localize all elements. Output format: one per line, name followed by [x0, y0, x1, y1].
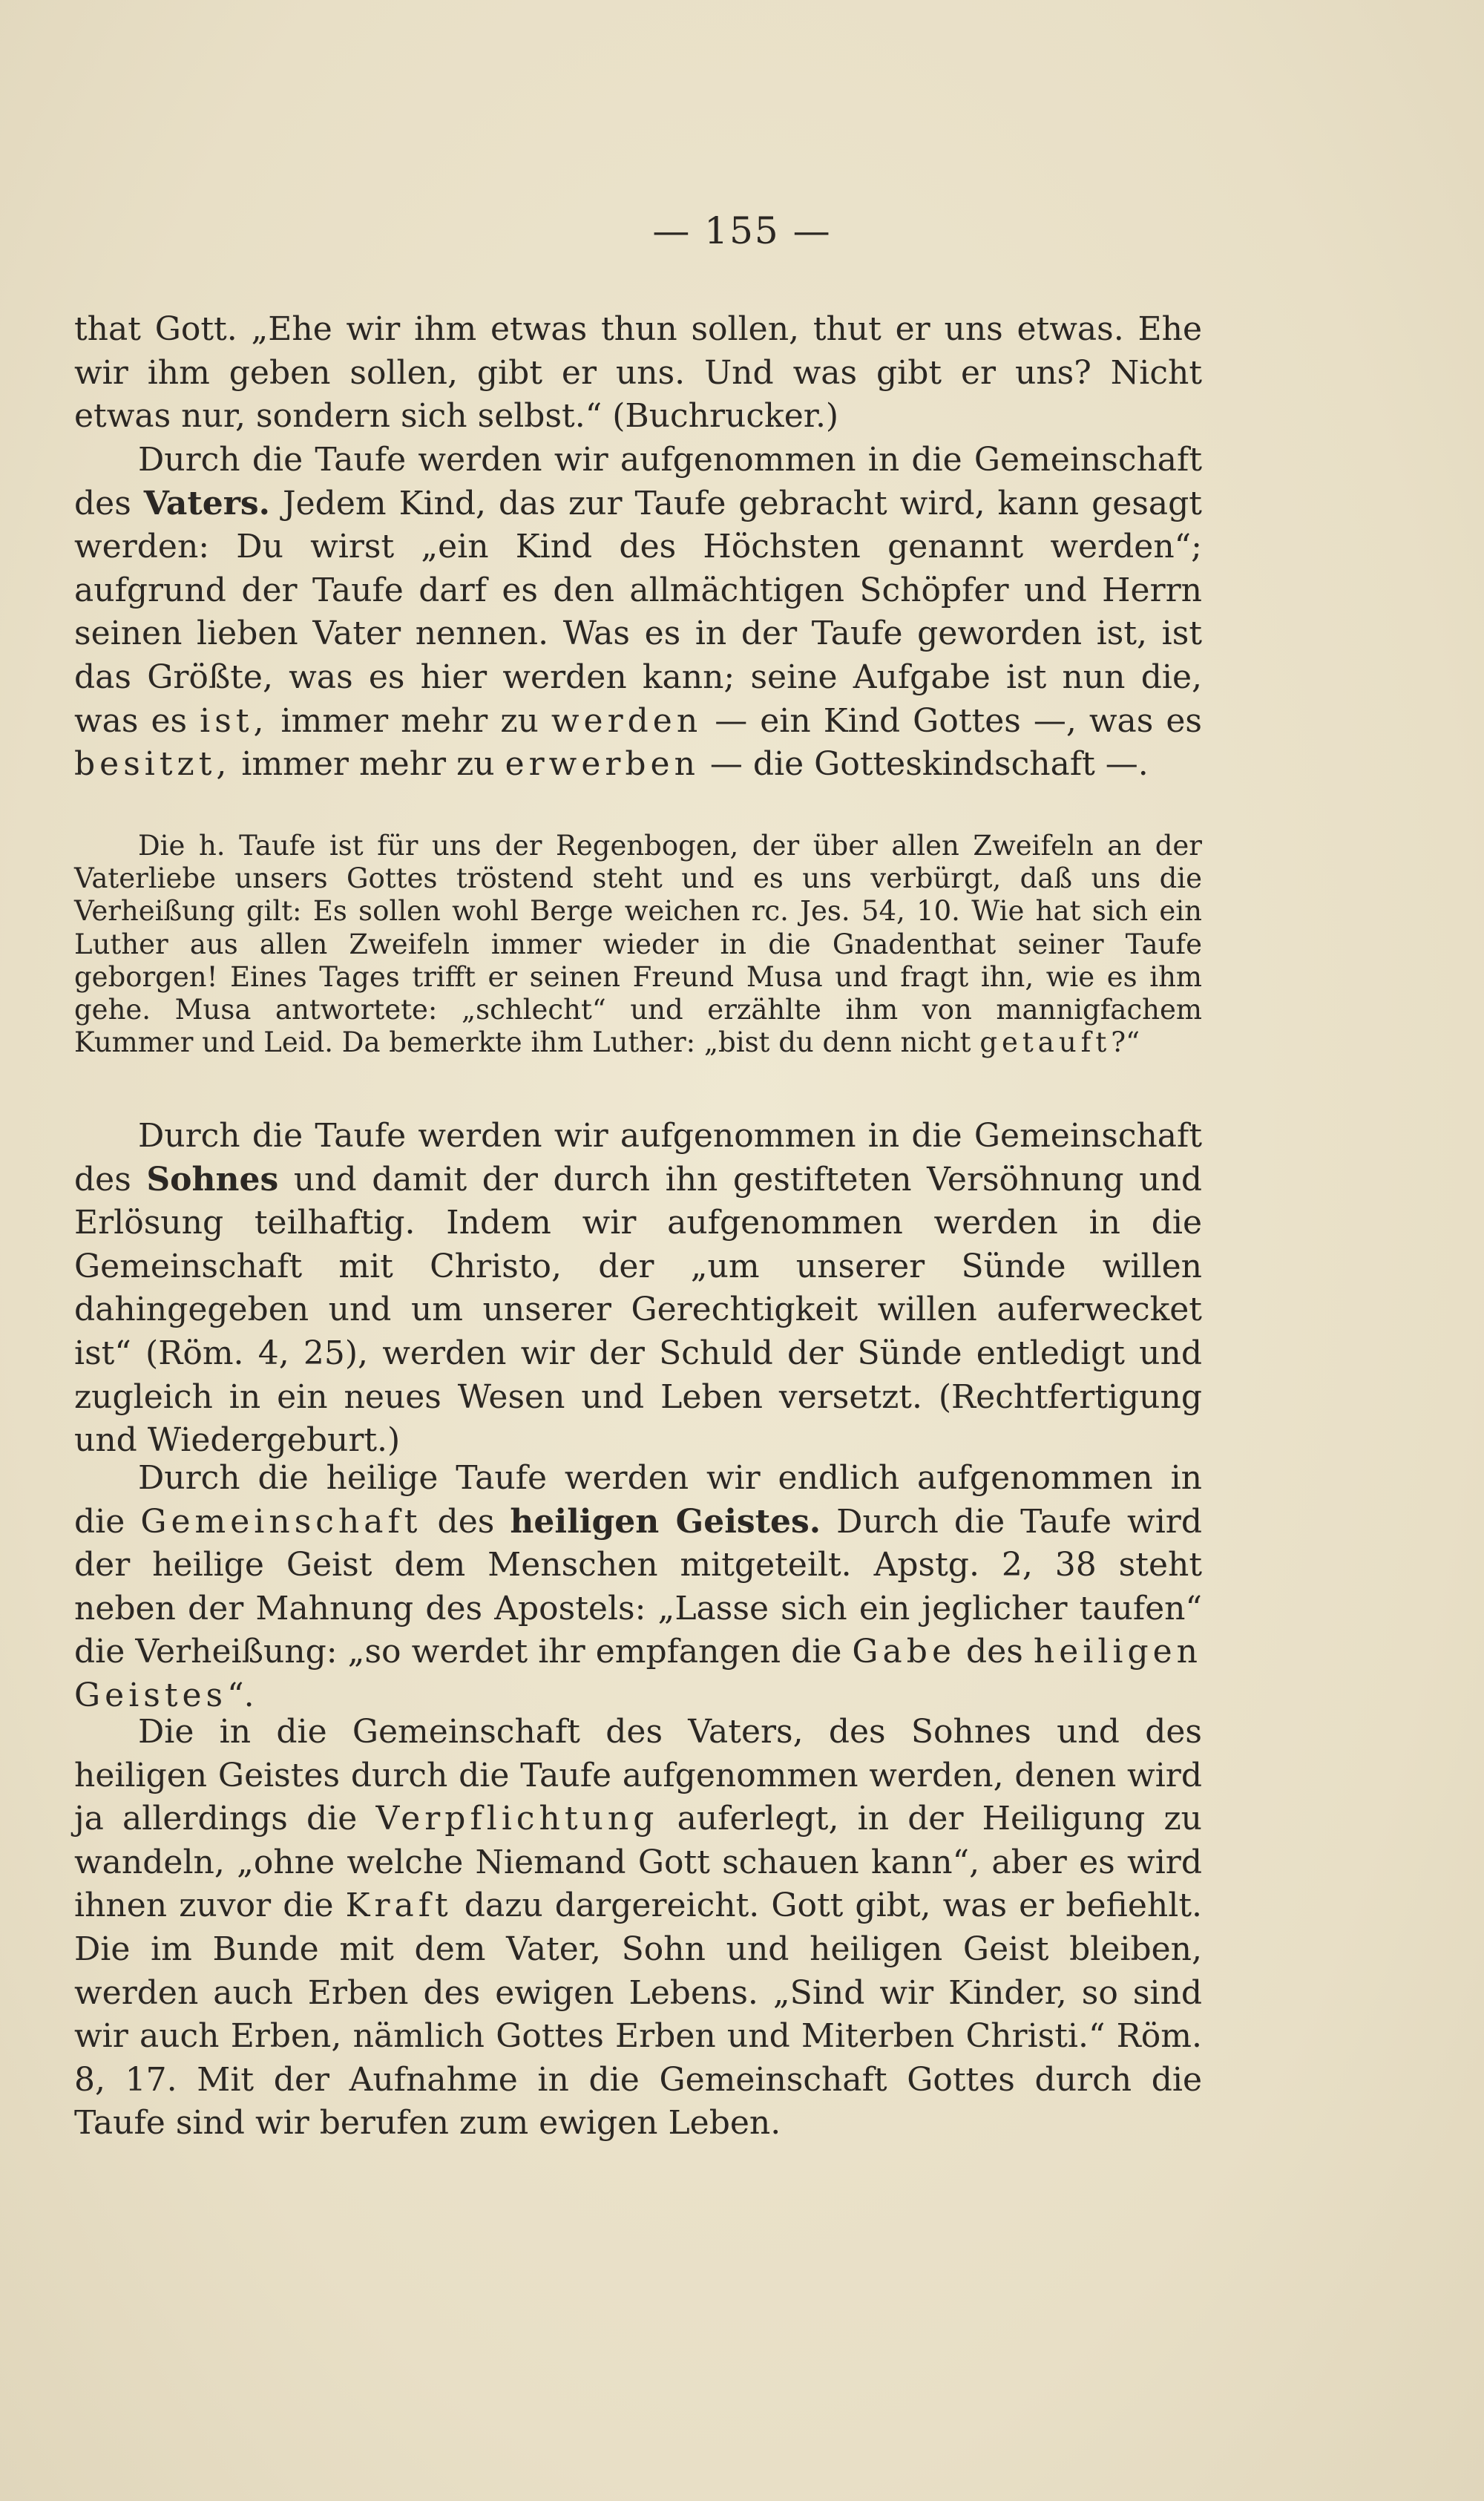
emphasis-kraft: Kraft [345, 1887, 453, 1925]
emphasis-heiligen-geistes: heiligen Geistes. [510, 1502, 821, 1541]
page-number: — 155 — [652, 209, 832, 252]
note-luther [74, 830, 1202, 1059]
paragraph-text: that Gott. „Ehe wir ihm etwas thun sollen, thut er uns etwas. Ehe wir ihm geben sollen, gibt er uns. Und was gibt er uns? Nicht etwas nur, sondern sich selbst.“ (Buchrucker.) [74, 310, 1202, 436]
paragraph-continuation [74, 308, 1202, 439]
emphasis-werden: werden [551, 701, 703, 740]
emphasis-verpflichtung: Verpflichtung [375, 1800, 659, 1838]
paragraph-vater [74, 439, 1202, 787]
paragraph-conclusion [74, 1711, 1202, 2146]
emphasis-erwerben: erwerben [505, 745, 700, 784]
paragraph-text: Durch die heilige Taufe werden wir endlich aufgenommen in die Gemeinschaft des heiligen Geistes. Durch die Taufe wird der heilige Geist dem Menschen mitgeteilt. Apstg. 2, 38 steht neben der Mahnung des Apostels: „Lasse sich ein jeglicher taufen“ die Verheißung: „so werdet ihr empfangen die Gabe des heiligen Geistes“. [74, 1459, 1203, 1714]
paragraph-geist [74, 1457, 1202, 1718]
emphasis-getauft: getauft [979, 1026, 1112, 1059]
emphasis-besitzt: besitzt, [74, 745, 232, 784]
emphasis-heiligen-geistes-2: heiligen Geistes [74, 1633, 1203, 1714]
note-text: Die h. Taufe ist für uns der Regenbogen, der über allen Zweifeln an der Vaterliebe unsers Gottes tröstend steht und es uns verbürgt, daß uns die Verheißung gilt: Es sollen wohl Berge weichen rc. Jes. 54, 10. Wie hat sich ein Luther aus allen Zweifeln immer wieder in die Gnadenthat seiner Taufe geborgen! Eines Tages trifft er seinen Freund Musa und fragt ihn, wie es ihm gehe. Musa antwortete: „schlecht“ und erzählte ihm von mannigfachem Kummer und Leid. Da bemerkte ihm Luther: „bist du denn nicht getauft?“ [74, 830, 1202, 1059]
paragraph-text: Durch die Taufe werden wir aufgenommen in die Gemeinschaft des Vaters. Jedem Kind, das zur Taufe gebracht wird, kann gesagt werden: Du wirst „ein Kind des Höchsten genannt werden“; aufgrund der Taufe darf es den allmächtigen Schöpfer und Herrn seinen lieben Vater nennen. Was es in der Taufe geworden ist, ist das Größte, was es hier werden kann; seine Aufgabe ist nun die, was es ist, immer mehr zu werden — ein Kind Gottes —, was es besitzt, immer mehr zu erwerben — die Gotteskindschaft —. [74, 441, 1202, 784]
paragraph-text: Durch die Taufe werden wir aufgenommen in die Gemeinschaft des Sohnes und damit der durch ihn gestifteten Versöhnung und Erlösung teilhaftig. Indem wir aufgenommen werden in die Gemeinschaft mit Christo, der „um unserer Sünde willen dahingegeben und um unserer Gerechtigkeit willen auferwecket ist“ (Röm. 4, 25), werden wir der Schuld der Sünde entledigt und zugleich in ein neues Wesen und Leben versetzt. (Rechtfertigung und Wiedergeburt.) [74, 1117, 1202, 1460]
paragraph-text: Die in die Gemeinschaft des Vaters, des Sohnes und des heiligen Geistes durch die Taufe aufgenommen werden, denen wird ja allerdings die Verpflichtung auferlegt, in der Heiligung zu wandeln, „ohne welche Niemand Gott schauen kann“, aber es wird ihnen zuvor die Kraft dazu dargereicht. Gott gibt, was er befiehlt. Die im Bunde mit dem Vater, Sohn und heiligen Geist bleiben, werden auch Erben des ewigen Lebens. „Sind wir Kinder, so sind wir auch Erben, nämlich Gottes Erben und Miterben Christi.“ Röm. 8, 17. Mit der Aufnahme in die Gemeinschaft Gottes durch die Taufe sind wir berufen zum ewigen Leben. [74, 1713, 1203, 2143]
paragraph-sohn [74, 1115, 1202, 1463]
emphasis-vaters: Vaters. [143, 484, 270, 522]
emphasis-sohnes: Sohnes [146, 1160, 279, 1199]
emphasis-gemeinschaft: Gemeinschaft [140, 1502, 422, 1541]
emphasis-gabe: Gabe [852, 1633, 956, 1671]
emphasis-ist: ist, [200, 701, 269, 740]
